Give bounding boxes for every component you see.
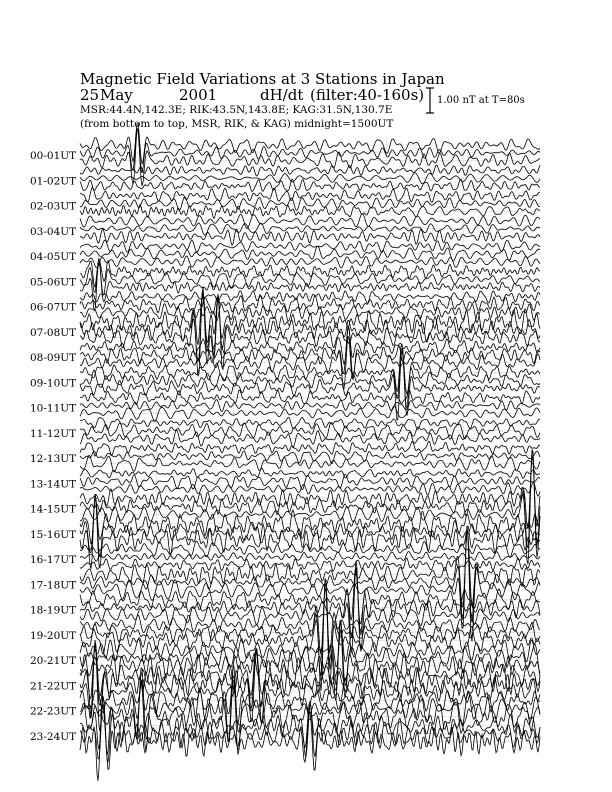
hour-label-05-06UT: 05-06UT [30,276,77,289]
hour-label-14-15UT: 14-15UT [30,503,77,516]
station-order-note: (from bottom to top, MSR, RIK, & KAG) midnight=1500UT [80,118,394,130]
hour-label-03-04UT: 03-04UT [30,225,77,238]
hour-label-02-03UT: 02-03UT [30,200,77,213]
hour-label-21-22UT: 21-22UT [30,680,77,693]
filter-label: (filter:40-160s) [310,86,425,104]
scale-bar [426,88,434,113]
hour-label-01-02UT: 01-02UT [30,175,77,188]
hour-label-11-12UT: 11-12UT [30,427,77,440]
hour-label-00-01UT: 00-01UT [30,150,77,162]
scale-bar-label: 1.00 nT at T=80s [437,95,525,106]
hour-label-16-17UT: 16-17UT [30,554,77,566]
hour-label-12-13UT: 12-13UT [30,453,77,465]
hour-label-06-07UT: 06-07UT [30,301,77,314]
hour-labels [30,150,76,743]
hour-label-22-23UT: 22-23UT [30,705,77,718]
hour-label-17-18UT: 17-18UT [30,579,77,592]
hour-label-13-14UT: 13-14UT [30,478,77,491]
hour-label-20-21UT: 20-21UT [30,655,77,667]
date-month: May [100,86,133,104]
date-year: 2001 [179,86,218,104]
hour-label-08-09UT: 08-09UT [30,352,77,364]
station-coordinates: MSR:44.4N,142.3E; RIK:43.5N,143.8E; KAG:31.5N,130.7E [80,104,393,116]
hour-label-18-19UT: 18-19UT [30,604,77,617]
grid-lines [80,140,540,746]
chart-title: Magnetic Field Variations at 3 Stations in Japan [80,70,445,88]
quantity-label: dH/dt [260,86,304,104]
date-day: 25 [80,86,100,104]
hour-label-09-10UT: 09-10UT [30,377,77,390]
hour-label-23-24UT: 23-24UT [30,730,77,743]
hour-label-19-20UT: 19-20UT [30,629,77,642]
hour-label-15-16UT: 15-16UT [30,528,77,541]
hour-label-04-05UT: 04-05UT [30,251,77,263]
hour-label-10-11UT: 10-11UT [30,402,77,415]
hour-label-07-08UT: 07-08UT [30,326,77,339]
